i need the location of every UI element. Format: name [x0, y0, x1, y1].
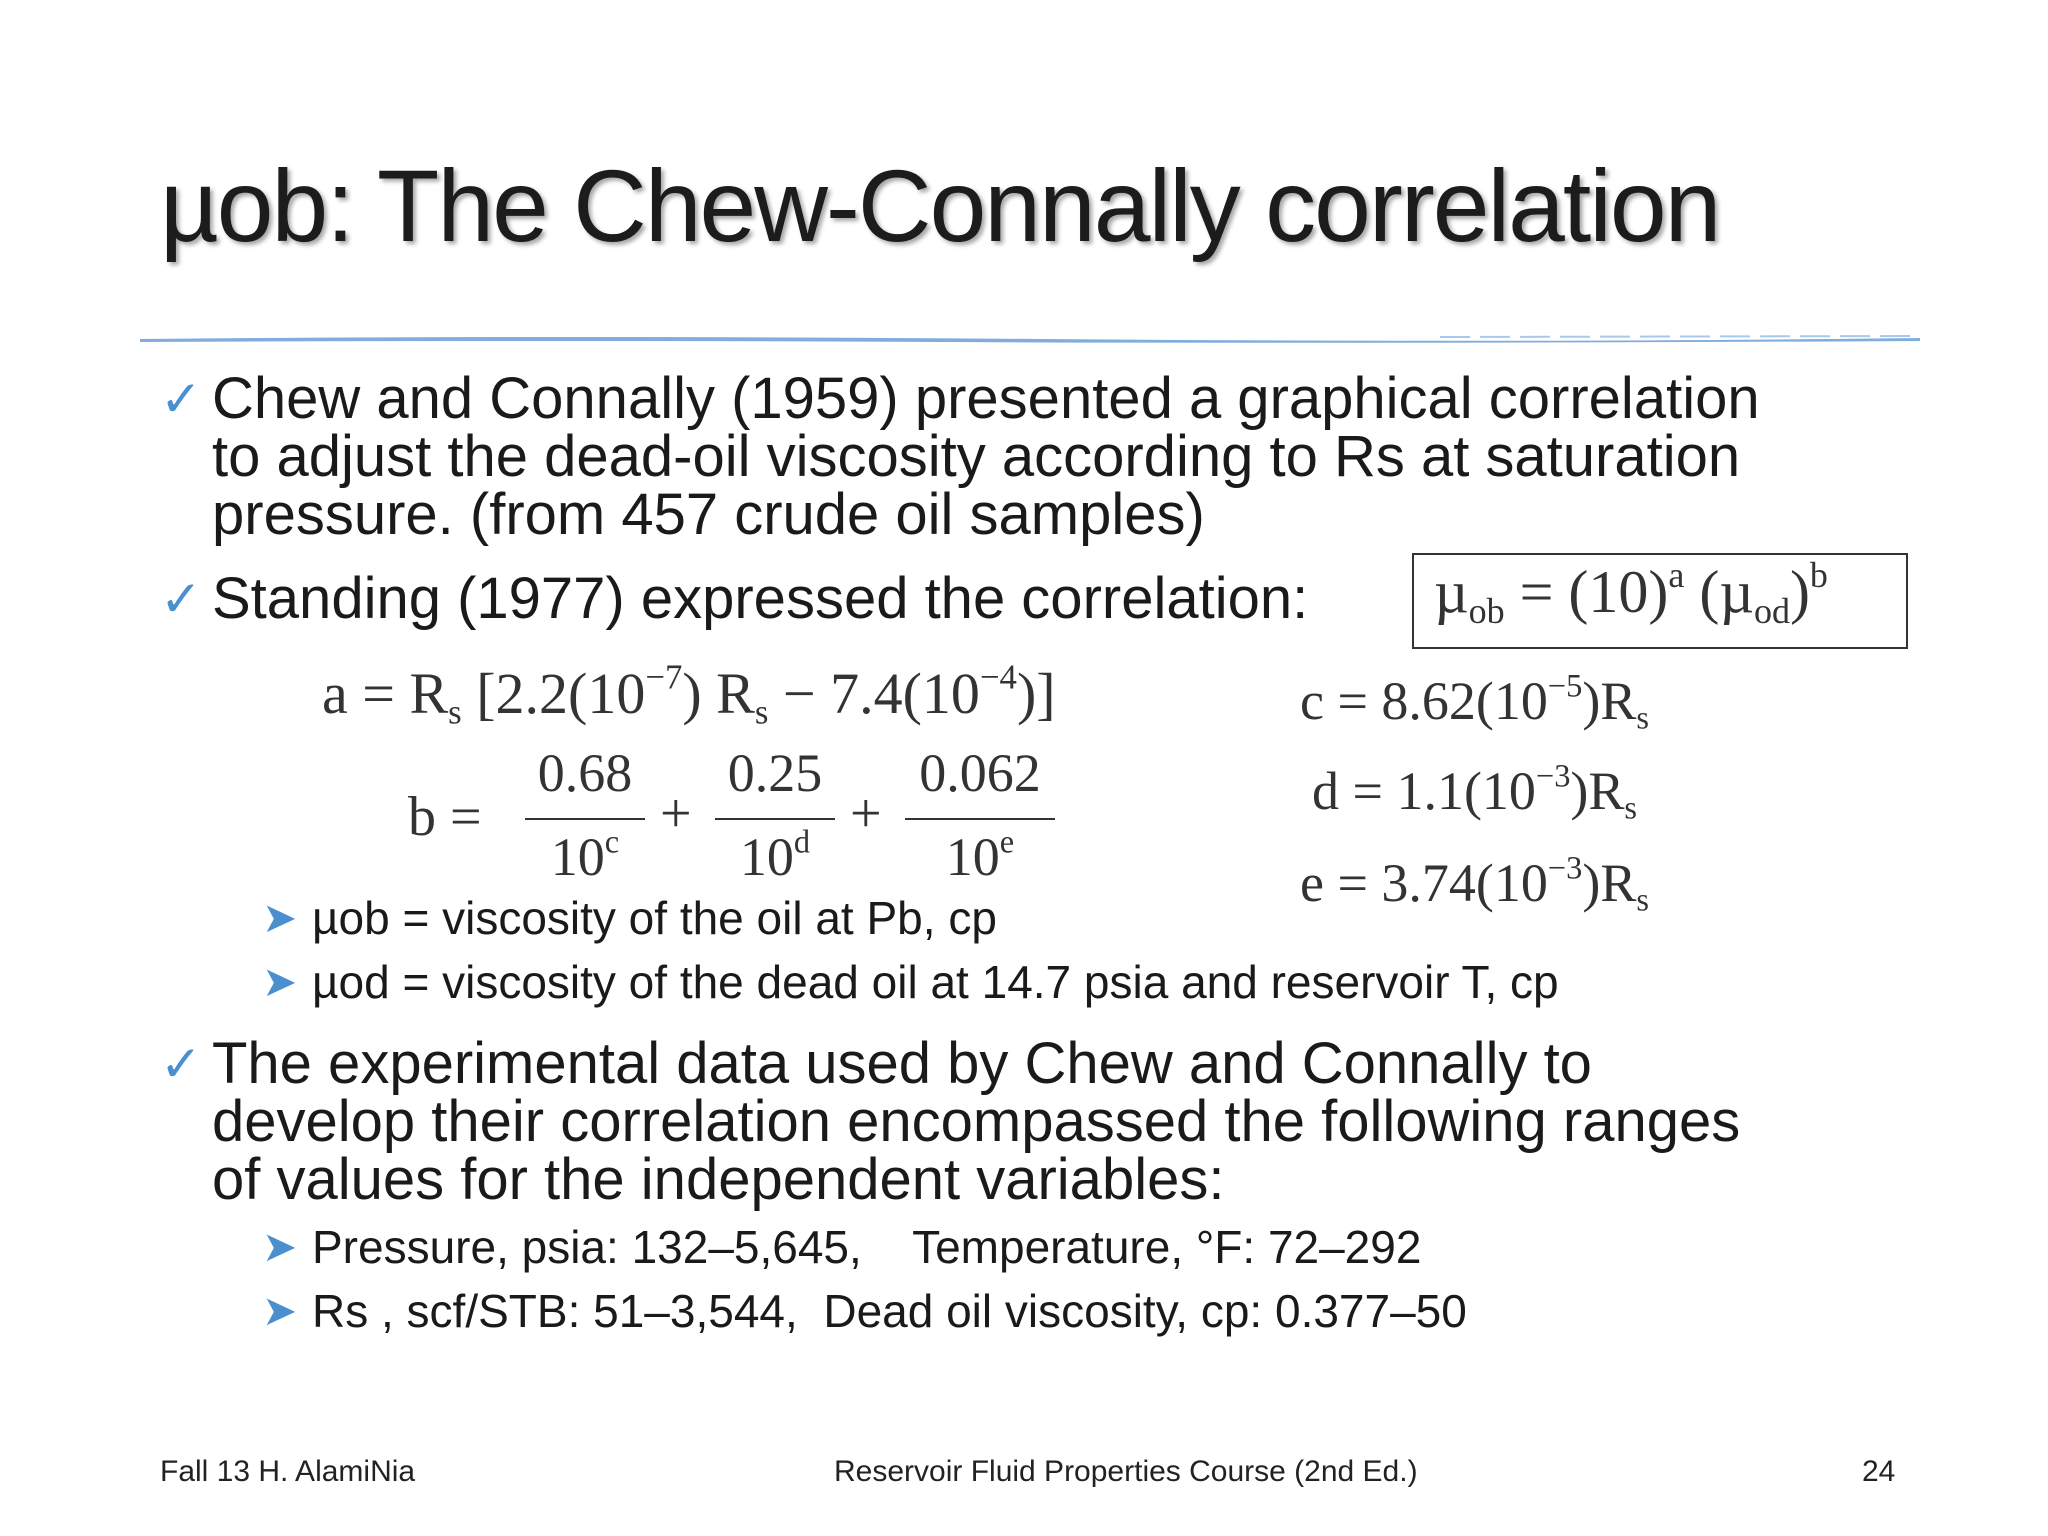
title-divider — [140, 333, 1920, 345]
check-icon: ✓ — [160, 370, 202, 428]
equation-c: $c = 8.62(10^{-5})R_s$ — [1300, 668, 1649, 737]
arrow-right-icon: ➤ — [262, 1286, 298, 1335]
arrow-right-icon: ➤ — [262, 957, 298, 1006]
fraction-bar — [715, 818, 835, 820]
bullet-line: of values for the independent variables: — [212, 1147, 1225, 1212]
bullet-line: The experimental data used by Chew and Connally to — [212, 1031, 1592, 1096]
fraction-bar — [905, 818, 1055, 820]
fraction-bar — [525, 818, 645, 820]
equation-a: $a = R_s$ $[2.2(10^{-7}) R_s - 7.4(10^{-4})]$ — [322, 657, 1056, 732]
bullet-text — [212, 1031, 1912, 1212]
sub-bullet-text: Pressure, psia: 132–5,645, Temperature, °F: 72–292 — [312, 1221, 1422, 1273]
fraction-numerator: 0.062 — [919, 743, 1041, 803]
sub-bullet-text: Rs , scf/STB: 51–3,544, Dead oil viscosity, cp: 0.377–50 — [312, 1285, 1467, 1337]
bullet-line: Standing (1977) expressed the correlation: — [212, 566, 1309, 631]
footer-center: Reservoir Fluid Properties Course (2nd Ed.) — [834, 1455, 1418, 1488]
fraction-denominator: 10e — [945, 824, 1015, 887]
equation-d: $d = 1.1(10^{-3})R_s$ — [1312, 758, 1638, 827]
bullet-line: pressure. (from 457 crude oil samples) — [212, 482, 1205, 547]
equation-b-lhs: b = — [408, 786, 482, 848]
arrow-right-icon: ➤ — [262, 893, 298, 942]
fraction-numerator: 0.68 — [537, 743, 633, 803]
equation-e: $e = 3.74(10^{-3})R_s$ — [1300, 850, 1649, 919]
check-icon: ✓ — [160, 570, 202, 628]
fraction-numerator: 0.25 — [727, 743, 823, 803]
plus-sign: + — [660, 783, 692, 845]
fraction-denominator: 10$^d$ — [739, 824, 811, 887]
bullet-line: develop their correlation encompassed the following ranges — [212, 1089, 1741, 1154]
footer-left: Fall 13 H. AlamiNia — [160, 1455, 416, 1488]
main-equation: $\mu_{ob} = (10)^a$ $(\mu_{od})^b$ — [1434, 554, 1828, 631]
slide-title: µob: The Chew-Connally correlation — [160, 149, 1720, 263]
bullet-text — [212, 366, 1912, 547]
sub-bullet-text: µod = viscosity of the dead oil at 14.7 psia and reservoir T, cp — [312, 956, 1559, 1008]
fraction-denominator: 10$^c$ — [550, 824, 620, 887]
arrow-right-icon: ➤ — [262, 1222, 298, 1271]
bullet-line: Chew and Connally (1959) presented a graphical correlation — [212, 366, 1760, 431]
plus-sign: + — [850, 783, 882, 845]
bullet-line: to adjust the dead-oil viscosity according to Rs at saturation — [212, 424, 1741, 489]
check-icon: ✓ — [160, 1035, 202, 1093]
page-number: 24 — [1862, 1455, 1896, 1488]
sub-bullet-text: µob = viscosity of the oil at Pb, cp — [312, 892, 997, 944]
